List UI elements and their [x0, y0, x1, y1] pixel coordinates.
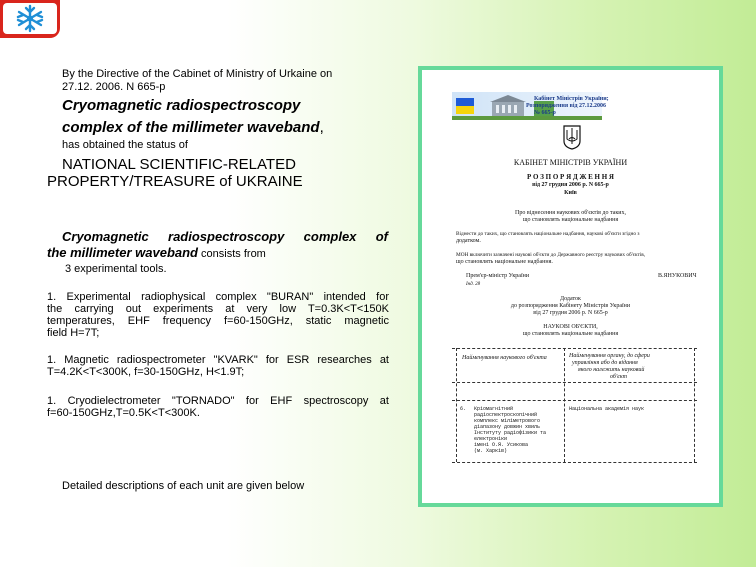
- footer-note: Detailed descriptions of each unit are given below: [62, 480, 305, 492]
- item3-line1: 1. Cryodielectrometer "TORNADO" for EHF spectroscopy at: [47, 395, 389, 407]
- annex-line2: від 27 грудня 2006 р. N 665-р: [533, 310, 608, 316]
- annex-line1: до розпорядження Кабінету Міністрів України: [510, 303, 631, 309]
- row-object-line5: Інституту радіофізики та: [474, 430, 547, 436]
- column-header-org-line3: якого належить науковий: [578, 367, 645, 373]
- order-city: Київ: [564, 190, 577, 196]
- row-object-line3: комплекс міліметрового: [474, 418, 541, 424]
- logo: [0, 0, 60, 38]
- item1-line4: field H=7T;: [47, 327, 100, 339]
- complex-name-line1: Cryomagnetic radiospectroscopy complex of: [62, 229, 388, 244]
- prime-minister-name: В.ЯНУКОВИЧ: [658, 273, 697, 279]
- national-line1: NATIONAL SCIENTIFIC-RELATED: [62, 156, 296, 173]
- objects-title: НАУКОВІ ОБ'ЄКТИ,: [543, 324, 598, 330]
- banner-line3: № 665-р: [534, 110, 556, 116]
- row-object-line1: Кріомагнітний: [474, 406, 514, 412]
- subject-line1: Про віднесення наукових об'єктів до таких,: [515, 210, 626, 216]
- banner-line1: Кабінет Міністрів України;: [534, 96, 609, 102]
- title-line2: complex of the millimeter waveband: [62, 119, 320, 136]
- subject-line2: що становлять національне надбання: [522, 217, 619, 223]
- row-organization: Національна академія наук: [569, 406, 645, 412]
- title-line1: Cryomagnetic radiospectroscopy: [62, 97, 301, 114]
- order-heading: Р О З П О Р Я Д Ж Е Н Н Я: [527, 173, 614, 181]
- decree-document: [418, 66, 723, 507]
- column-header-org-line1: Найменування органу, до сфери: [569, 353, 650, 359]
- logo-panel: [3, 3, 57, 34]
- title-comma: ,: [319, 119, 324, 136]
- row-object-line4: діапазону довжин хвиль: [474, 424, 541, 430]
- complex-tools: 3 experimental tools.: [65, 263, 167, 275]
- trident-icon: [563, 124, 581, 150]
- item3-line2: f=60-150GHz,T=0.5K<T<300K.: [47, 407, 200, 419]
- item2-line2: T=4.2K<T<300K, f=30-150GHz, H<1.9T;: [47, 366, 245, 378]
- cabinet-heading: КАБІНЕТ МІНІСТРІВ УКРАЇНИ: [513, 158, 628, 167]
- paragraph2-line1: МОН включити зазначені наукові об'єкти до Державного реєстру наукових об'єктів,: [456, 252, 646, 258]
- objects-subtitle: що становлять національне надбання: [522, 331, 619, 337]
- decree-page: [422, 70, 719, 503]
- column-header-org-line2: управління або до відання: [572, 360, 638, 366]
- column-header-object: Найменування наукового об'єкта: [462, 355, 547, 361]
- index-number: Інд. 28: [466, 282, 481, 287]
- intro-line2: 27.12. 2006. N 665-р: [62, 81, 166, 93]
- row-object-line2: радіоспектроскопічний: [474, 412, 538, 418]
- item1-line3: temperatures, EHF frequency f=60-150GHz, static magnetic: [47, 315, 389, 327]
- paragraph2-line2: що становлять національне надбання.: [456, 259, 553, 265]
- paragraph1-line1: Віднести до таких, що становлять національне надбання, наукові об'єкти згідно з: [456, 231, 640, 237]
- paragraph1-line2: додатком.: [456, 238, 481, 244]
- title-line2-wrap: [62, 119, 324, 136]
- column-header-org-line4: об'єкт: [610, 374, 627, 380]
- complex-name-line2-wrap: [47, 245, 266, 262]
- row-object-line6: електроніки: [474, 436, 508, 442]
- item1-line1: 1. Experimental radiophysical complex "BURAN" intended for: [47, 291, 389, 303]
- prime-minister-title: Прем'єр-міністр України: [466, 273, 530, 279]
- order-date: від 27 грудня 2006 р. N 665-р: [532, 182, 609, 188]
- complex-consists: consists from: [198, 248, 266, 260]
- banner-line2: Розпорядження від 27.12.2006: [526, 103, 607, 109]
- national-line2: PROPERTY/TREASURE of UKRAINE: [47, 173, 303, 190]
- item2-line1: 1. Magnetic radiospectrometer "KVARK" for ESR researches at: [47, 354, 389, 366]
- complex-name-line2: the millimeter waveband: [47, 245, 198, 260]
- item1-line2: the carrying out experiments at very low T=0.3K<T<150K: [47, 303, 389, 315]
- row-object-line8: (м. Харків): [474, 448, 508, 454]
- snowflake-icon: [3, 3, 57, 34]
- intro-line1: By the Directive of the Cabinet of Ministry of Urkaine on: [62, 68, 333, 80]
- row-number: 6.: [460, 406, 467, 412]
- status-line: has obtained the status of: [62, 139, 188, 151]
- row-object-line7: імені О.Я. Усикова: [474, 442, 529, 448]
- annex-title: Додаток: [560, 296, 581, 302]
